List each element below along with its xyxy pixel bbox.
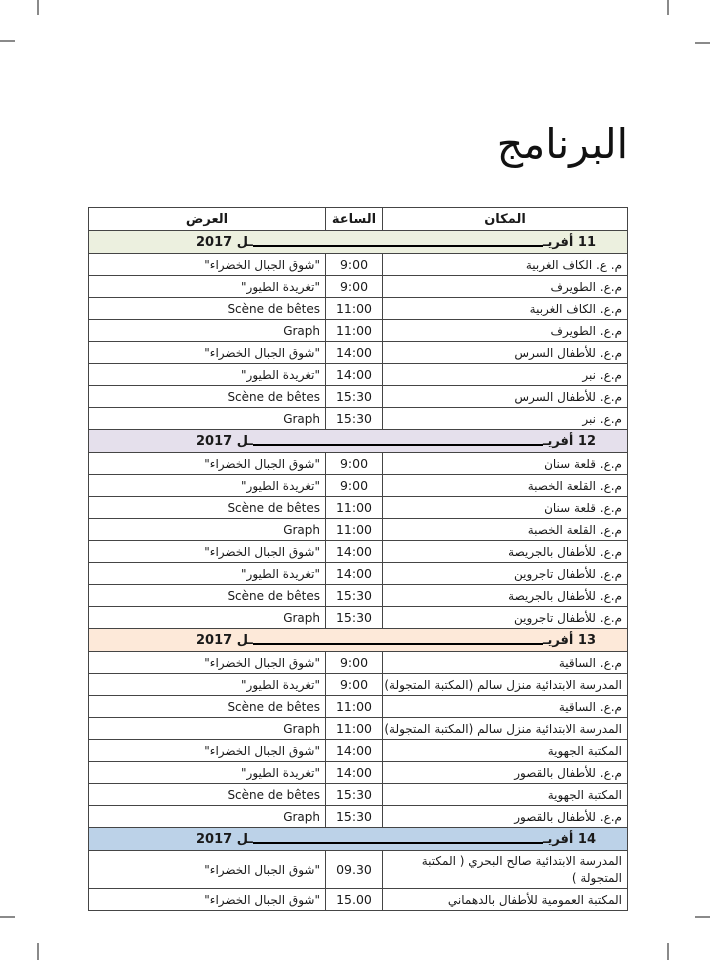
place-cell: م.ع. للأطفال بالقصور [383,806,628,828]
show-cell: Graph [89,806,326,828]
table-row [89,607,628,629]
time-cell: 9:00 [326,475,383,497]
show-cell: Graph [89,320,326,342]
place-cell: م. ع. الكاف الغربية [383,254,628,276]
place-cell: م.ع. الكاف الغربية [383,298,628,320]
show-cell: "شوق الجبال الخضراء" [89,342,326,364]
show-cell: Graph [89,519,326,541]
table-row [89,806,628,828]
place-cell: م.ع. القلعة الخصبة [383,519,628,541]
time-cell: 11:00 [326,298,383,320]
show-cell: Scène de bêtes [89,585,326,607]
table-row [89,652,628,674]
show-cell: "تغريدة الطيور" [89,475,326,497]
time-cell: 15:30 [326,607,383,629]
time-cell: 14:00 [326,563,383,585]
time-cell: 11:00 [326,519,383,541]
table-row [89,585,628,607]
show-cell: "شوق الجبال الخضراء" [89,851,326,889]
table-row [89,696,628,718]
table-row [89,320,628,342]
header-place: المكان [383,208,628,231]
table-row [89,718,628,740]
kashida-line [253,643,543,645]
section-date-start: 12 أفريـ [543,434,596,449]
header-time: الساعة [326,208,383,231]
show-cell: "تغريدة الطيور" [89,762,326,784]
time-cell: 9:00 [326,674,383,696]
place-cell: المكتبة الجهوية [383,784,628,806]
table-row [89,762,628,784]
time-cell: 09.30 [326,851,383,889]
place-cell: م.ع. للأطفال السرس [383,386,628,408]
section-date-end: ـل 2017 [196,832,253,847]
show-cell: "شوق الجبال الخضراء" [89,740,326,762]
table-row [89,784,628,806]
show-cell: Scène de bêtes [89,497,326,519]
table-row [89,276,628,298]
section-date-cell [89,828,628,851]
table-row [89,541,628,563]
show-cell: Scène de bêtes [89,696,326,718]
place-cell: المدرسة الابتدائية صالح البحري ( المكتبة المتجولة ) [383,851,628,889]
time-cell: 11:00 [326,718,383,740]
place-cell: م.ع. قلعة سنان [383,453,628,475]
time-cell: 14:00 [326,740,383,762]
section-date-cell [89,231,628,254]
section-date-start: 13 أفريـ [543,633,596,648]
time-cell: 11:00 [326,497,383,519]
crop-mark-top-left-horizontal [0,40,15,42]
place-cell: م.ع. للأطفال تاجروين [383,563,628,585]
section-date-end: ـل 2017 [196,235,253,250]
time-cell: 15:30 [326,784,383,806]
place-cell: م.ع. للأطفال بالقصور [383,762,628,784]
place-cell: م.ع. للأطفال بالجريصة [383,585,628,607]
table-header-row [89,208,628,231]
section-date-end: ـل 2017 [196,434,253,449]
section-date-end: ـل 2017 [196,633,253,648]
page-title: البرنامج [496,120,628,168]
time-cell: 15:30 [326,585,383,607]
table-row [89,408,628,430]
place-cell: م.ع. نبر [383,408,628,430]
kashida-line [253,842,543,844]
section-date-row [89,629,628,652]
crop-mark-top-right-horizontal [695,42,710,44]
place-cell: م.ع. الساقية [383,652,628,674]
crop-mark-bottom-right-horizontal [695,916,710,918]
place-cell: المدرسة الابتدائية منزل سالم (المكتبة المتجولة) [383,718,628,740]
show-cell: "شوق الجبال الخضراء" [89,889,326,911]
show-cell: "شوق الجبال الخضراء" [89,652,326,674]
table-row [89,298,628,320]
show-cell: Scène de bêtes [89,298,326,320]
show-cell: "تغريدة الطيور" [89,563,326,585]
crop-mark-top-right-vertical [667,0,669,15]
place-cell: م.ع. قلعة سنان [383,497,628,519]
table-row [89,889,628,911]
time-cell: 11:00 [326,320,383,342]
table-row [89,497,628,519]
table-row [89,740,628,762]
show-cell: "تغريدة الطيور" [89,276,326,298]
kashida-line [253,444,543,446]
table-row [89,519,628,541]
crop-mark-bottom-right-vertical [667,943,669,960]
section-date-row [89,231,628,254]
show-cell: "تغريدة الطيور" [89,674,326,696]
table-row [89,475,628,497]
section-date-start: 14 أفريـ [543,832,596,847]
show-cell: Scène de bêtes [89,386,326,408]
crop-mark-bottom-left-horizontal [0,916,15,918]
time-cell: 14:00 [326,541,383,563]
time-cell: 14:00 [326,342,383,364]
time-cell: 9:00 [326,276,383,298]
crop-mark-top-left-vertical [37,0,39,15]
show-cell: Graph [89,607,326,629]
table-row [89,851,628,889]
time-cell: 15:30 [326,408,383,430]
place-cell: م.ع. الطويرف [383,276,628,298]
crop-mark-bottom-left-vertical [37,943,39,960]
place-cell: المكتبة الجهوية [383,740,628,762]
table-row [89,453,628,475]
show-cell: "شوق الجبال الخضراء" [89,541,326,563]
place-cell: م.ع. الساقية [383,696,628,718]
show-cell: "شوق الجبال الخضراء" [89,453,326,475]
time-cell: 9:00 [326,254,383,276]
table-row [89,386,628,408]
table-row [89,364,628,386]
kashida-line [253,245,543,247]
section-date-row [89,430,628,453]
place-cell: م.ع. نبر [383,364,628,386]
show-cell: Graph [89,718,326,740]
section-date-start: 11 أفريـ [543,235,596,250]
section-date-cell [89,629,628,652]
section-date-cell [89,430,628,453]
header-show: العرض [89,208,326,231]
place-cell: م.ع. الطويرف [383,320,628,342]
place-cell: المكتبة العمومية للأطفال بالدهماني [383,889,628,911]
place-cell: م.ع. للأطفال بالجريصة [383,541,628,563]
place-cell: م.ع. للأطفال تاجروين [383,607,628,629]
time-cell: 14:00 [326,364,383,386]
program-table [88,207,628,911]
time-cell: 11:00 [326,696,383,718]
time-cell: 9:00 [326,453,383,475]
table-row [89,563,628,585]
time-cell: 15:30 [326,806,383,828]
show-cell: Graph [89,408,326,430]
place-cell: م.ع. القلعة الخصبة [383,475,628,497]
show-cell: "تغريدة الطيور" [89,364,326,386]
show-cell: Scène de bêtes [89,784,326,806]
time-cell: 14:00 [326,762,383,784]
table-row [89,254,628,276]
time-cell: 9:00 [326,652,383,674]
section-date-row [89,828,628,851]
time-cell: 15:30 [326,386,383,408]
show-cell: "شوق الجبال الخضراء" [89,254,326,276]
table-row [89,674,628,696]
place-cell: م.ع. للأطفال السرس [383,342,628,364]
time-cell: 15.00 [326,889,383,911]
place-cell: المدرسة الابتدائية منزل سالم (المكتبة المتجولة) [383,674,628,696]
table-row [89,342,628,364]
